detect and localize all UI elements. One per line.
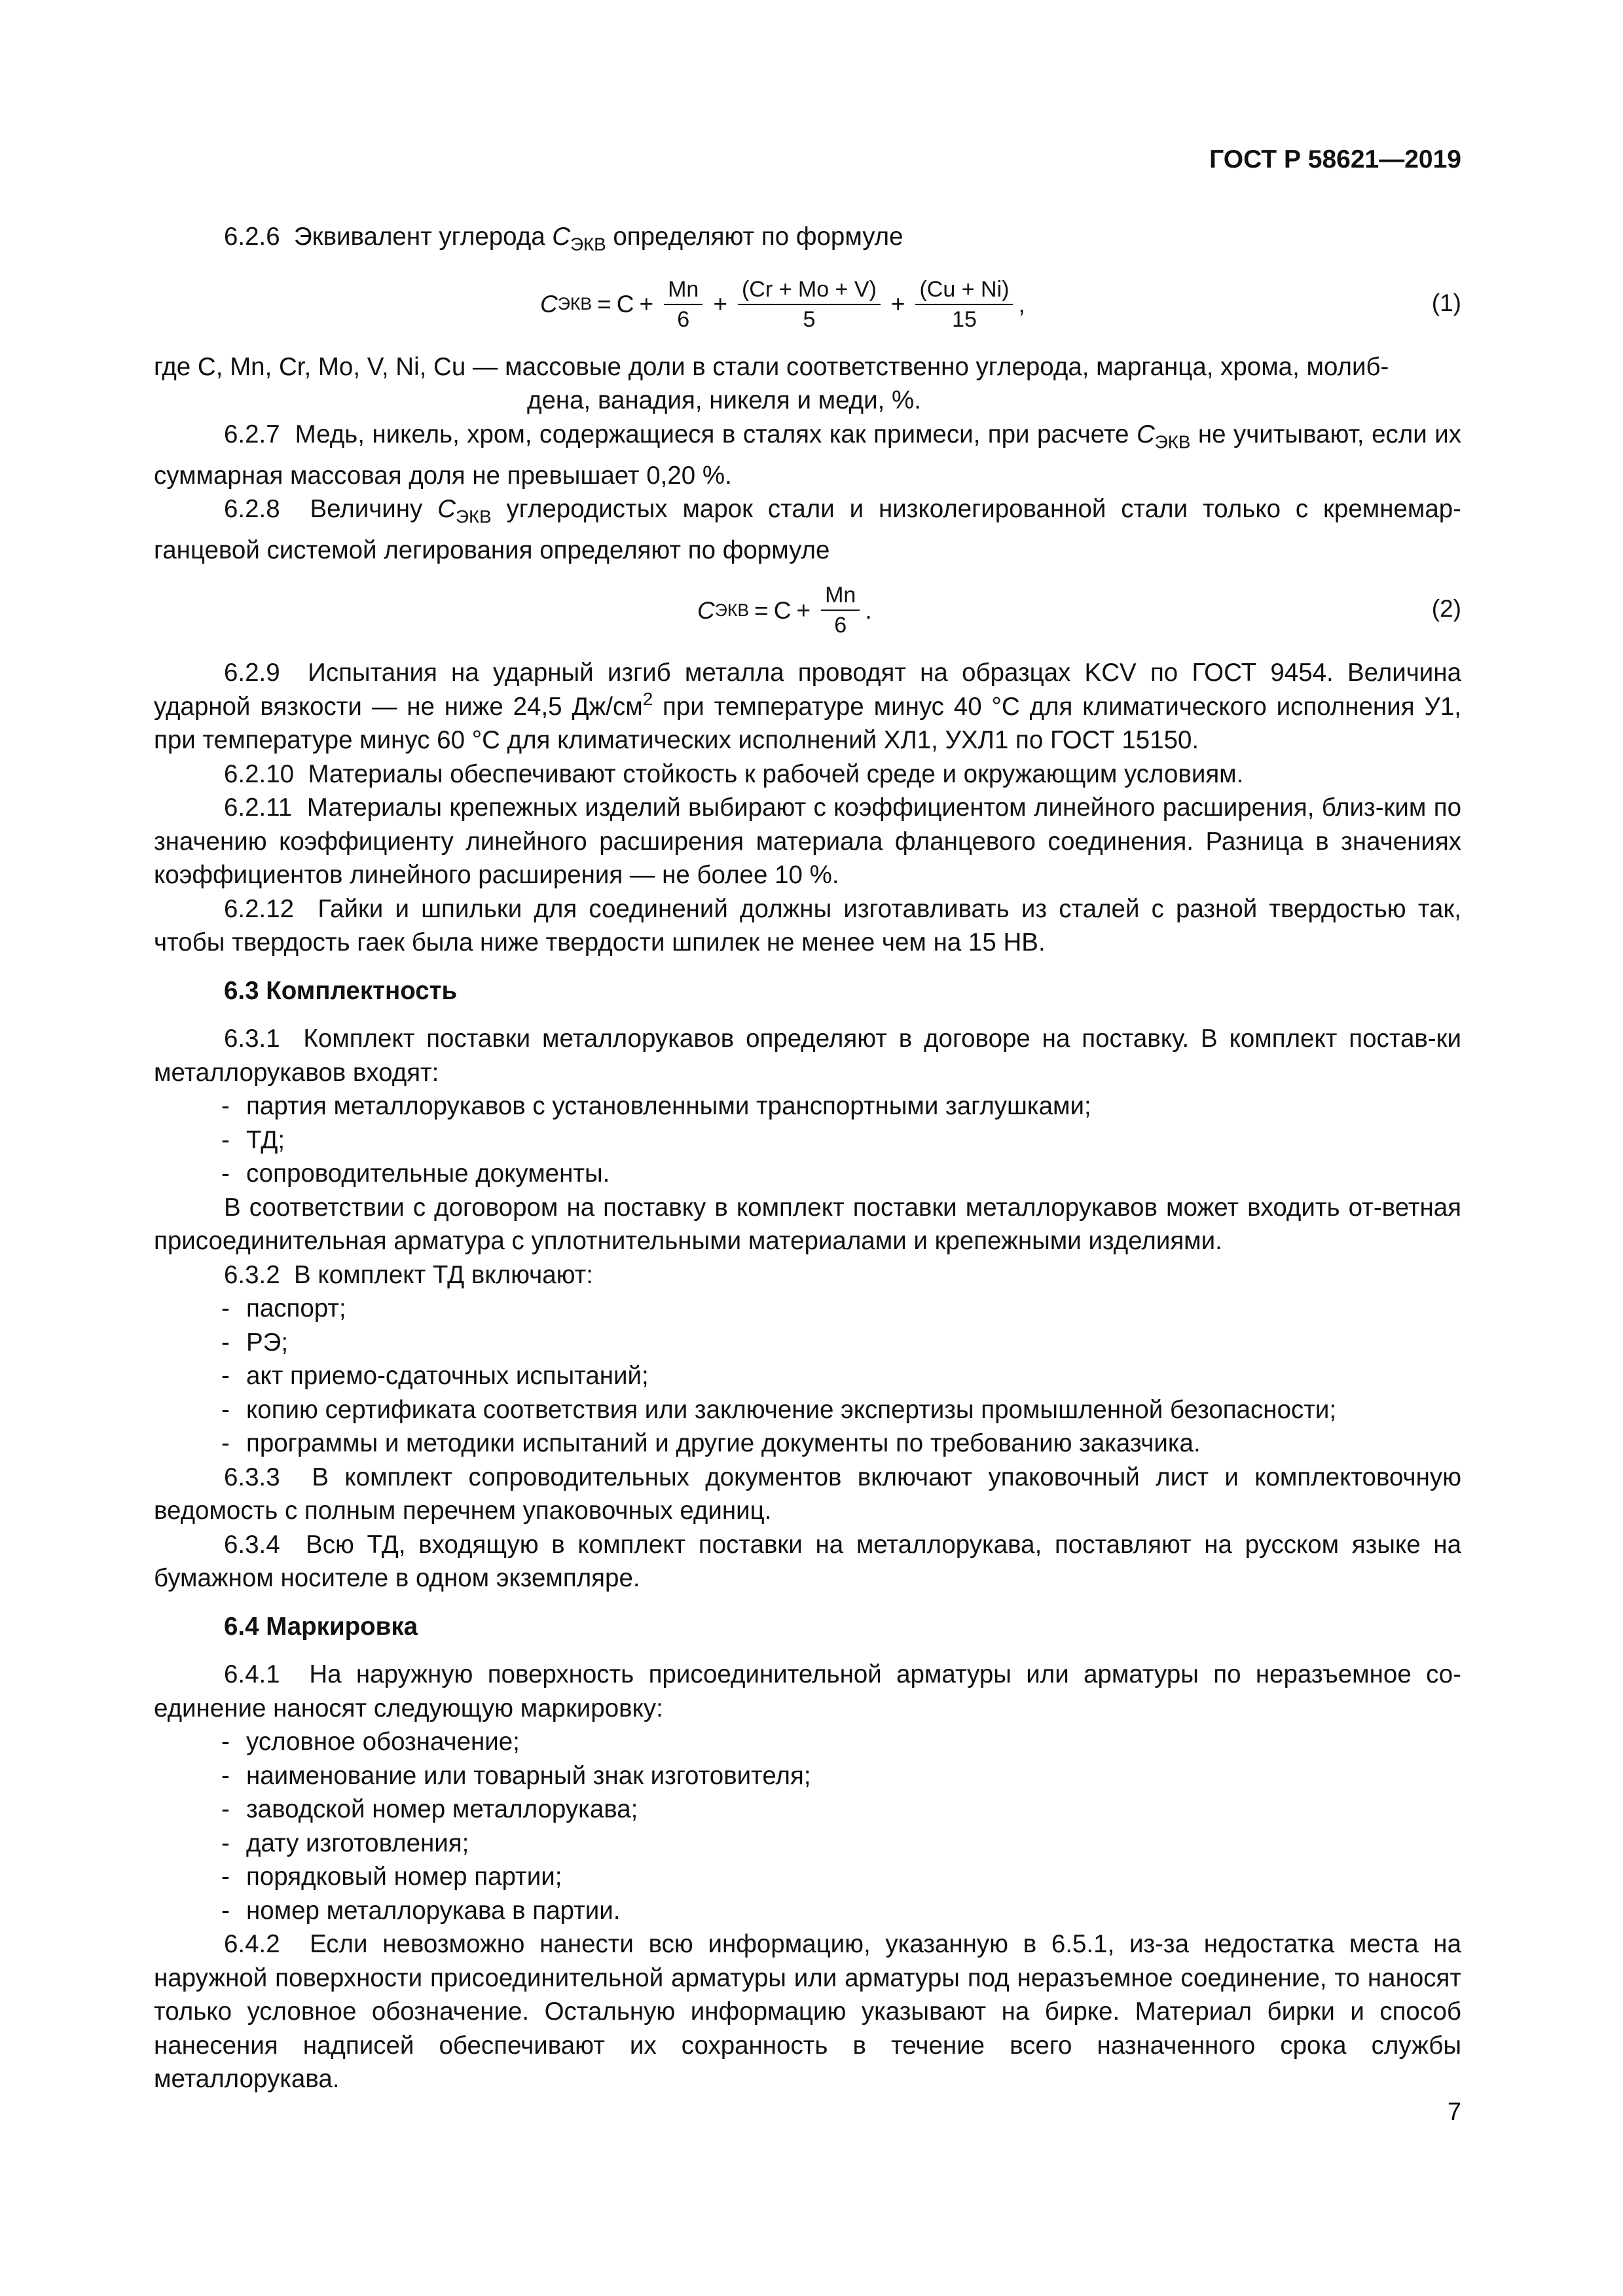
document-code: ГОСТ Р 58621—2019 [1209, 145, 1461, 173]
list-item: - партия металлорукавов с установленными транспортными заглушками; [221, 1092, 1091, 1121]
list-item: - порядковый номер партии; [221, 1863, 562, 1891]
paragraph-6-2-6: 6.2.6 Эквивалент углерода $C_{ЭКВ}$ определяют по формуле [224, 223, 903, 255]
fraction: $\frac{(Cr + Mo + V)}{5}$ [738, 275, 881, 334]
section-heading-6-3: 6.3 Комплектность [224, 976, 458, 1005]
formula-number: (2) [1431, 595, 1461, 623]
document-body [154, 220, 1461, 2096]
list-6-3-1 [154, 1089, 1461, 1191]
list-item: - РЭ; [221, 1328, 289, 1357]
list-item: - номер металлорукава в партии. [221, 1896, 621, 1925]
list-item: - наименование или товарный знак изготовителя; [221, 1761, 811, 1790]
list-item: - условное обозначение; [221, 1728, 520, 1757]
section-heading-6-4: 6.4 Маркировка [224, 1612, 418, 1641]
paragraph-6-3-1: 6.3.1 Комплект поставки металлорукавов определяют в договоре на поставку. В комплект постав-ки металлорукавов входят: [154, 1025, 1461, 1087]
paragraph-6-2-12: 6.2.12 Гайки и шпильки для соединений должны изготавливать из сталей с разной твердостью так, чтобы твердость гаек была ниже твердости шпилек не менее чем на 15 НВ. [154, 894, 1461, 957]
list-6-4-1 [154, 1725, 1461, 1927]
paragraph-6-4-2: 6.4.2 Если невозможно нанести всю информацию, указанную в 6.5.1, из-за недостатка места на наружной поверхности присоединительной арматуры или арматуры под неразъемное соединение, то наносят только условное обозначение. Остальную информацию указывают на бирке. Материал бирки и способ нанесения надписей обеспечивают их сохранность в течение всего назначенного срока службы металлорукава. [154, 1930, 1461, 2094]
paragraph-6-3-2: 6.3.2 В комплект ТД включают: [224, 1260, 593, 1289]
paragraph-6-3-4: 6.3.4 Всю ТД, входящую в комплект поставки на металлорукава, поставляют на русском языке на бумажном носителе в одном экземпляре. [154, 1530, 1461, 1593]
page-number: 7 [1447, 2098, 1461, 2126]
paragraph-6-2-9: 6.2.9 Испытания на ударный изгиб металла проводят на образцах KCV по ГОСТ 9454. Величина ударной вязкости — не ниже 24,5 $Дж/см^2$ при температуре минус 40 °С для климатического исполнения У1, при температуре минус 60 °С для климатических исполнений ХЛ1, УХЛ1 по ГОСТ 15150. [154, 659, 1462, 755]
fraction: $\frac{Mn}{6}$ [664, 275, 702, 334]
list-item: - акт приемо-сдаточных испытаний; [221, 1362, 649, 1391]
fraction: $\frac{Mn}{6}$ [821, 581, 860, 640]
list-item: - копию сертификата соответствия или заключение экспертизы промышленной безопасности; [221, 1395, 1337, 1424]
formula-number: (1) [1431, 289, 1461, 316]
paragraph-6-2-11: 6.2.11 Материалы крепежных изделий выбирают с коэффициентом линейного расширения, близ-ким по значению коэффициенту линейного расширения материала фланцевого соединения. Разница в значениях коэффициентов линейного расширения — не более 10 %. [154, 793, 1461, 890]
formula-2: C ЭКВ = C + $\frac{Mn}{6}$ . (2) [154, 571, 1461, 649]
formula-legend: где C, Mn, Cr, Mo, V, Ni, Cu — массовые доли в стали соответственно углерода, марганца, хрома, молиб- дена, ванадия, никеля и меди, %. [154, 352, 1389, 415]
list-6-3-2 [154, 1292, 1461, 1461]
list-item: - программы и методики испытаний и другие документы по требованию заказчика. [221, 1429, 1201, 1458]
paragraph-6-2-7: 6.2.7 Медь, никель, хром, содержащиеся в сталях как примеси, при расчете $C_{ЭКВ}$ не учитывают, если их суммарная массовая доля не превышает 0,20 %. [154, 420, 1461, 490]
paragraph-6-3-1-b: В соответствии с договором на поставку в комплект поставки металлорукавов может входить от-ветная присоединительная арматура с уплотнительными материалами и крепежными изделиями. [154, 1193, 1461, 1256]
list-item: - паспорт; [221, 1294, 346, 1323]
list-item: - дату изготовления; [221, 1829, 469, 1857]
list-item: - сопроводительные документы. [221, 1159, 610, 1188]
paragraph-6-2-8: 6.2.8 Величину $C_{ЭКВ}$ углеродистых марок стали и низколегированной стали только с кремнемар-ганцевой системой легирования определяют по формуле [154, 495, 1461, 564]
paragraph-6-2-10: 6.2.10 Материалы обеспечивают стойкость к рабочей среде и окружающим условиям. [224, 759, 1244, 788]
fraction: $\frac{(Cu + Ni)}{15}$ [915, 275, 1013, 334]
paragraph-6-3-3: 6.3.3 В комплект сопроводительных документов включают упаковочный лист и комплектовочную ведомость с полным перечнем упаковочных единиц. [154, 1463, 1461, 1525]
paragraph-6-4-1: 6.4.1 На наружную поверхность присоединительной арматуры или арматуры по неразъемное со-единение наносят следующую маркировку: [154, 1660, 1461, 1722]
list-item: - ТД; [221, 1125, 285, 1154]
list-item: - заводской номер металлорукава; [221, 1795, 638, 1824]
formula-1: C ЭКВ = C + $\frac{Mn}{6}$ + $\frac{(Cr + Mo + V)}{5}$ + $\frac{(Cu + Ni)}{15}$ , (1) [154, 265, 1461, 344]
